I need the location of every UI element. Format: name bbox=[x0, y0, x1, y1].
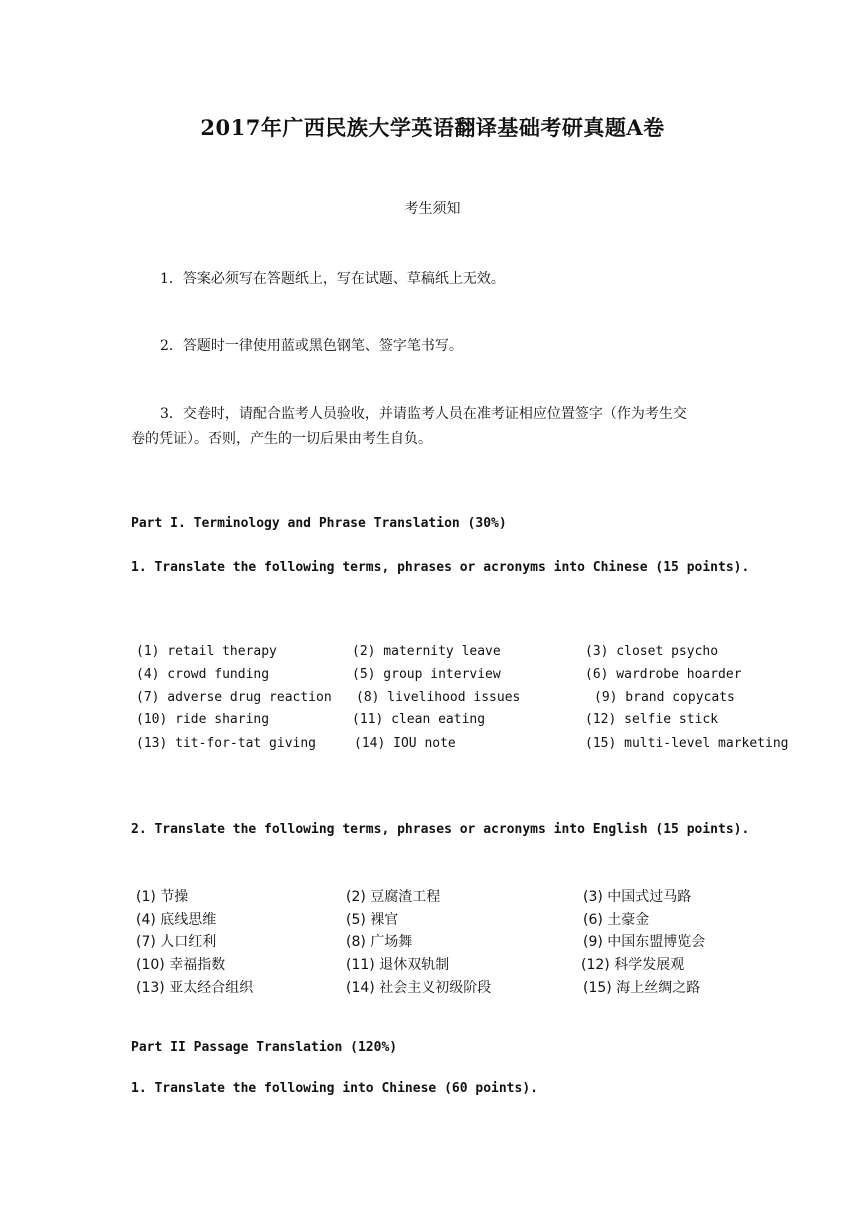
page-title: 2017年广西民族大学英语翻译基础考研真题A卷 bbox=[200, 115, 665, 140]
q1-term-4: (4) crowd funding bbox=[136, 667, 270, 682]
q2-term-9: (9) 中国东盟博览会 bbox=[583, 934, 706, 950]
q2-term-13: (13) 亚太经合组织 bbox=[136, 980, 254, 996]
q1-term-1: (1) retail therapy bbox=[136, 644, 277, 659]
q1-term-14: (14) IOU note bbox=[354, 736, 456, 751]
q2-term-2: (2) 豆腐渣工程 bbox=[346, 889, 441, 905]
part1-q2-instruction: 2. Translate the following terms, phrases or acronyms into English (15 points). bbox=[131, 822, 750, 837]
q1-term-3: (3) closet psycho bbox=[585, 644, 719, 659]
q2-term-11: (11) 退休双轨制 bbox=[346, 957, 450, 973]
q1-term-2: (2) maternity leave bbox=[352, 644, 501, 659]
part1-q1-instruction: 1. Translate the following terms, phrases or acronyms into Chinese (15 points). bbox=[131, 560, 750, 575]
q1-term-15: (15) multi-level marketing bbox=[585, 736, 789, 751]
q1-term-10: (10) ride sharing bbox=[136, 712, 270, 727]
q1-term-5: (5) group interview bbox=[352, 667, 501, 682]
q2-term-7: (7) 人口红利 bbox=[136, 934, 217, 950]
part1-heading: Part I. Terminology and Phrase Translation (30%) bbox=[131, 516, 507, 531]
notice-item-1: 1．答案必须写在答题纸上，写在试题、草稿纸上无效。 bbox=[160, 271, 505, 287]
q2-term-4: (4) 底线思维 bbox=[136, 912, 217, 928]
q2-term-14: (14) 社会主义初级阶段 bbox=[346, 980, 492, 996]
q2-term-6: (6) 土豪金 bbox=[583, 912, 650, 928]
notice-item-2: 2．答题时一律使用蓝或黑色钢笔、签字笔书写。 bbox=[160, 338, 463, 354]
notice-item-3-continued: 卷的凭证）。否则，产生的一切后果由考生自负。 bbox=[131, 431, 432, 447]
q2-term-5: (5) 裸官 bbox=[346, 912, 399, 928]
q1-term-8: (8) livelihood issues bbox=[356, 690, 521, 705]
q2-term-1: (1) 节操 bbox=[136, 889, 189, 905]
part2-heading: Part II Passage Translation (120%) bbox=[131, 1040, 398, 1055]
q1-term-7: (7) adverse drug reaction bbox=[136, 690, 332, 705]
q1-term-11: (11) clean eating bbox=[352, 712, 486, 727]
q2-term-12: (12) 科学发展观 bbox=[581, 957, 685, 973]
notice-heading: 考生须知 bbox=[404, 201, 461, 217]
q2-term-15: (15) 海上丝绸之路 bbox=[583, 980, 701, 996]
q1-term-6: (6) wardrobe hoarder bbox=[585, 667, 742, 682]
q2-term-8: (8) 广场舞 bbox=[346, 934, 413, 950]
q1-term-9: (9) brand copycats bbox=[594, 690, 735, 705]
part2-q1-instruction: 1. Translate the following into Chinese (60 points). bbox=[131, 1081, 538, 1096]
q2-term-10: (10) 幸福指数 bbox=[136, 957, 226, 973]
q2-term-3: (3) 中国式过马路 bbox=[583, 889, 692, 905]
q1-term-13: (13) tit-for-tat giving bbox=[136, 736, 317, 751]
q1-term-12: (12) selfie stick bbox=[585, 712, 719, 727]
notice-item-3: 3．交卷时，请配合监考人员验收，并请监考人员在准考证相应位置签字（作为考生交 bbox=[160, 406, 687, 422]
